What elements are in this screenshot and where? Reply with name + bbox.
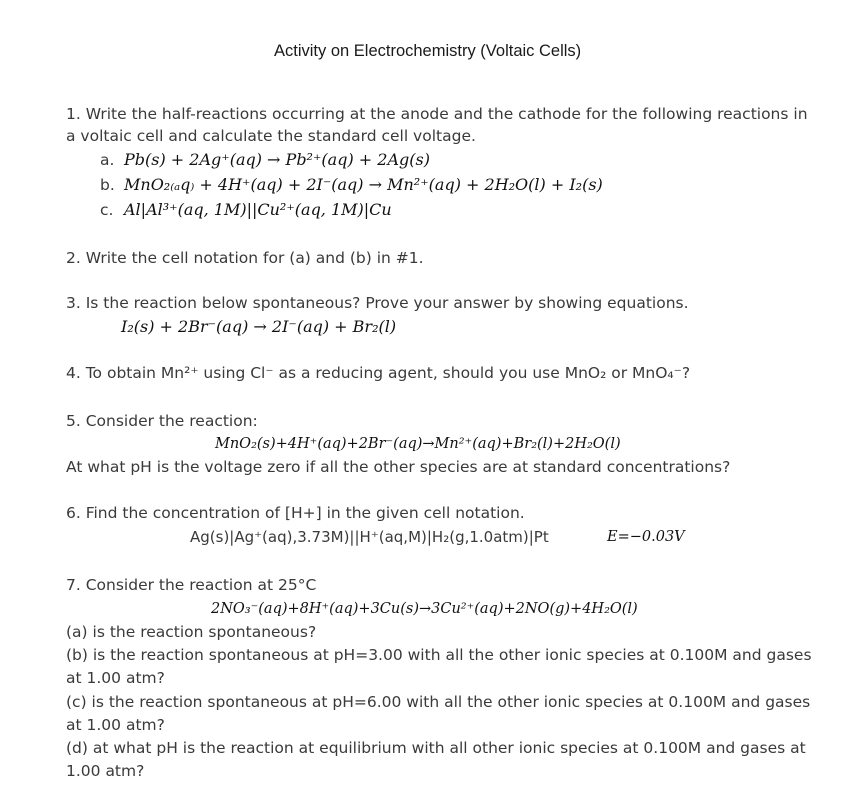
q6-cell-notation: Ag(s)|Ag⁺(aq),3.73M)||H⁺(aq,M)|H₂(g,1.0atm)|Pt [190,528,549,546]
q1a-equation: Pb(s) + 2Ag⁺(aq) → Pb²⁺(aq) + 2Ag(s) [124,150,430,169]
q1a-label: a. [100,151,115,169]
q7-part-d-line-1: (d) at what pH is the reaction at equilibrium with all other ionic species at 0.100M and gases at [66,739,806,757]
q1c-equation: Al|Al³⁺(aq, 1M)||Cu²⁺(aq, 1M)|Cu [124,200,392,219]
page-title: Activity on Electrochemistry (Voltaic Cells) [274,42,582,60]
question-5: 5. Consider the reaction: [66,412,258,430]
q6-potential: E=−0.03V [607,529,685,545]
q1b-label: b. [100,176,115,194]
question-4: 4. To obtain Mn²⁺ using Cl⁻ as a reducing agent, should you use MnO₂ or MnO₄⁻? [66,364,691,382]
q1b-equation: MnO₂₍ₐq₎ + 4H⁺(aq) + 2I⁻(aq) → Mn²⁺(aq) + 2H₂O(l) + I₂(s) [124,175,603,194]
q7-equation: 2NO₃⁻(aq)+8H⁺(aq)+3Cu(s)→3Cu²⁺(aq)+2NO(g)+4H₂O(l) [211,601,638,617]
q1c-label: c. [100,201,114,219]
q7-part-c-line-1: (c) is the reaction spontaneous at pH=6.00 with all the other ionic species at 0.100M and gases [66,693,811,711]
question-3: 3. Is the reaction below spontaneous? Prove your answer by showing equations. [66,294,689,312]
question-2: 2. Write the cell notation for (a) and (b) in #1. [66,249,424,267]
q7-part-d-line-2: 1.00 atm? [66,762,145,780]
question-1-line-2: a voltaic cell and calculate the standard cell voltage. [66,127,476,145]
q7-part-a: (a) is the reaction spontaneous? [66,623,317,641]
question-6: 6. Find the concentration of [H+] in the given cell notation. [66,504,525,522]
question-7: 7. Consider the reaction at 25°C [66,576,317,594]
q3-equation: I₂(s) + 2Br⁻(aq) → 2I⁻(aq) + Br₂(l) [121,317,397,336]
q5-question: At what pH is the voltage zero if all the other species are at standard concentrations? [66,458,731,476]
q5-equation: MnO₂(s)+4H⁺(aq)+2Br⁻(aq)→Mn²⁺(aq)+Br₂(l)+2H₂O(l) [215,436,621,452]
q7-part-b-line-2: at 1.00 atm? [66,669,165,687]
q7-part-c-line-2: at 1.00 atm? [66,716,165,734]
question-1-line-1: 1. Write the half-reactions occurring at the anode and the cathode for the following reactions in [66,105,808,123]
q7-part-b-line-1: (b) is the reaction spontaneous at pH=3.00 with all the other ionic species at 0.100M and gases [66,646,812,664]
